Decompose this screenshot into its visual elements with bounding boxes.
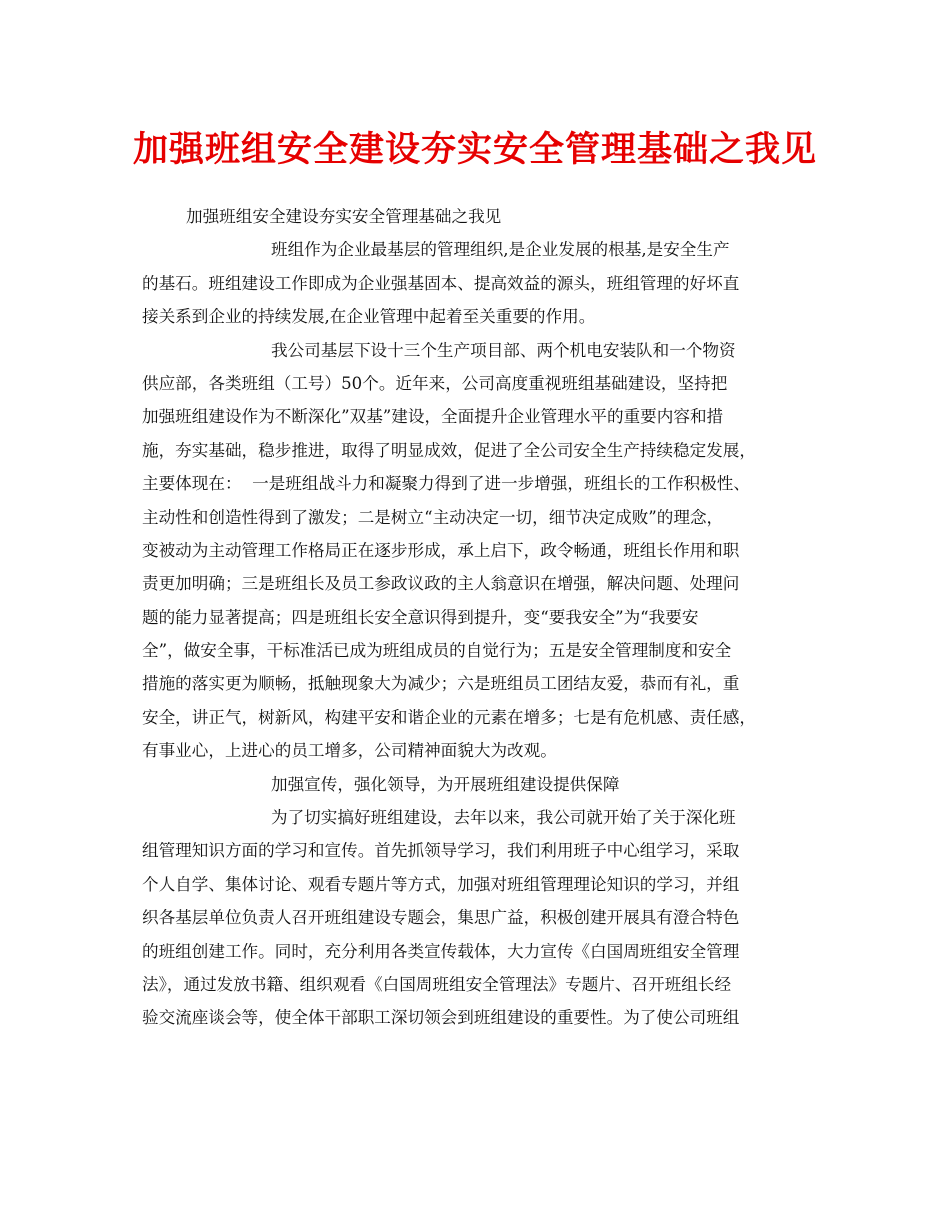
body-line: 接关系到企业的持续发展,在企业管理中起着至关重要的作用。 [142,307,596,327]
body-line: 施，夯实基础，稳步推进，取得了明显成效，促进了全公司安全生产持续稳定发展， [142,440,756,460]
body-line: 责更加明确；三是班组长及员工参政议政的主人翁意识在增强，解决问题、处理问 [142,574,740,594]
body-line: 织各基层单位负责人召开班组建设专题会，集思广益，积极创建开展具有澄合特色 [142,908,740,928]
section-heading: 加强宣传，强化领导，为开展班组建设提供保障 [271,774,620,794]
body-subtitle: 加强班组安全建设夯实安全管理基础之我见 [186,207,502,226]
body-line: 加强班组建设作为不断深化”双基”建设，全面提升企业管理水平的重要内容和措 [142,407,724,427]
body-line: 组管理知识方面的学习和宣传。首先抓领导学习，我们利用班子中心组学习，采取 [142,841,740,861]
body-line: 主动性和创造性得到了激发；二是树立“主动决定一切，细节决定成败”的理念， [142,507,724,527]
body-line: 有事业心，上进心的员工增多，公司精神面貌大为改观。 [142,741,557,761]
body-line: 变被动为主动管理工作格局正在逐步形成，承上启下，政令畅通，班组长作用和职 [142,540,740,560]
body-line: 题的能力显著提高；四是班组长安全意识得到提升，变“要我安全”为“我要安 [142,607,699,627]
body-line: 安全，讲正气，树新风，构建平安和谐企业的元素在增多；七是有危机感、责任感， [142,707,756,727]
body-line: 法》，通过发放书籍、组织观看《白国周班组安全管理法》专题片、召开班组长经 [142,974,732,994]
document-body [142,200,824,1035]
body-line: 主要体现在： 一是班组战斗力和凝聚力得到了进一步增强，班组长的工作积极性、 [142,474,750,494]
body-line: 全”，做安全事，干标准活已成为班组成员的自觉行为；五是安全管理制度和安全 [142,641,732,661]
body-line: 我公司基层下设十三个生产项目部、两个机电安装队和一个物资 [271,340,736,360]
body-line: 个人自学、集体讨论、观看专题片等方式，加强对班组管理理论知识的学习，并组 [142,874,740,894]
body-line: 措施的落实更为顺畅，抵触现象大为减少；六是班组员工团结友爱，恭而有礼，重 [142,674,740,694]
document-title: 加强班组安全建设夯实安全管理基础之我见 [132,129,817,170]
body-line: 的基石。班组建设工作即成为企业强基固本、提高效益的源头，班组管理的好坏直 [142,273,740,293]
body-line: 的班组创建工作。同时，充分利用各类宣传载体，大力宣传《白国周班组安全管理 [142,941,740,961]
body-line: 验交流座谈会等，使全体干部职工深切领会到班组建设的重要性。为了使公司班组 [142,1008,740,1028]
body-line: 供应部，各类班组（工号）50个。近年来，公司高度重视班组基础建设，坚持把 [142,373,728,393]
body-line: 班组作为企业最基层的管理组织,是企业发展的根基,是安全生产 [271,240,730,260]
body-line: 为了切实搞好班组建设，去年以来，我公司就开始了关于深化班 [271,808,736,828]
